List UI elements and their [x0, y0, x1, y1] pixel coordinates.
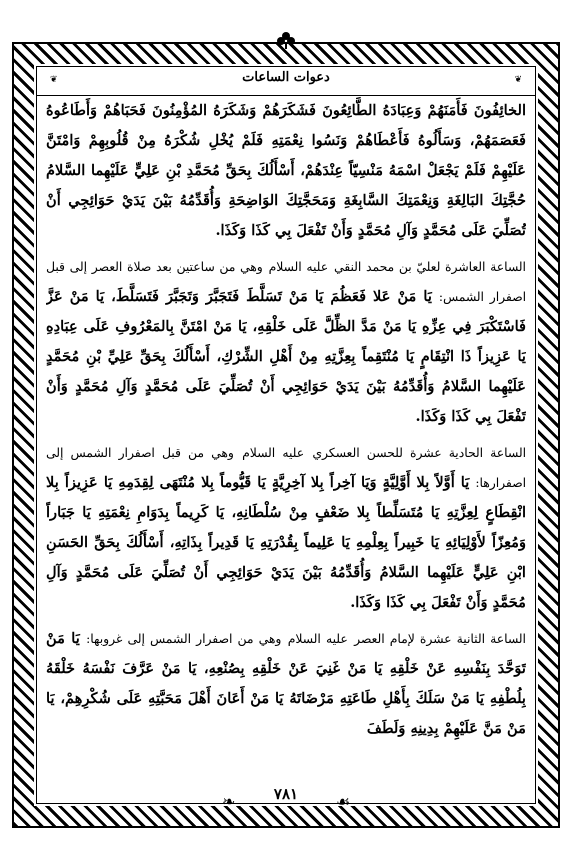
section-intro: وهي من ساعتين بعد صلاة العصر إلى قبل اصفرار الشمس:: [46, 260, 526, 304]
section-heading: الساعة الثانية عشرة لإمام العصر: [354, 632, 526, 646]
section-intro: وهي من قبل اصفرار الشمس إلى اصفرارها:: [46, 446, 526, 490]
paragraph: [46, 252, 526, 432]
honorific: عليه السلام: [242, 446, 305, 460]
header-ornament-icon: ❦: [50, 75, 58, 85]
prayer-text: يَا أَوَّلاً بِلا أَوَّلِيَّةٍ وَيَا آخِراً بِلا آخِرِيَّةٍ يَا قَيُّوماً بِلا مُنْتَهَى لِقِدَمِهِ يَا عَزِيزاً بِلا انْقِطَاعٍ لِعِزَّتِهِ يَا مُتَسَلِّطاً بِلا ضَعْفٍ مِنْ سُلْطَانِهِ، يَا كَرِيماً بِدَوَامِ نِعْمَتِهِ يَا جَبَاراً وَمُعِزّاً لأَوْلِيَائِهِ يَا خَبِيراً بِعِلْمِهِ يَا عَلِيماً بِقُدْرَتِهِ يَا قَدِيراً بِذَاتِهِ، أَسْأَلُكَ بِحَقِّ الحَسَنِ ابْنِ عَلِيٍّ عَلَيْهِما السَّلامُ وَأُقَدِّمُهُ بَيْنَ يَدَيْ حَوَائِجِي أَنْ تُصَلِّيَ عَلَى مُحَمَّدٍ وَآلِ مُحَمَّدٍ وَأَنْ تَفْعَلَ بِي كَذَا وَكَذَا.: [46, 474, 526, 611]
footer-ornament-icon: ❧: [222, 792, 236, 811]
honorific: عليه السلام: [287, 632, 348, 646]
paragraph: [46, 438, 526, 618]
prayer-text: الخائِفُونَ فَأَمَنَهُمْ وَعِبَادَهُ الطَّائِعُونَ فَشَكَرَهُمْ وَشَكَرَهُ المُؤْمِنُونَ فَحَبَاهُمْ وَأَطَاعُوهُ فَعَصَمَهُمْ، وَسَأَلُوهُ فَأَعْطَاهُمْ وَنَسُوا نِعْمَتِهِ فَلَمْ يُخْلِ شُكْرَهُ مِنْ قُلُوبِهِمْ وَامْتَنَّ عَلَيْهِمْ فَلَمْ يَجْعَلْ اسْمَهُ مَنْسِيّاً عِنْدَهُمْ، أَسْأَلُكَ بِحَقِّ مُحَمَّدِ بْنِ عَلِيٍّ عَلَيْهِما السَّلامُ حُجَّتِكَ البَالِغَةِ وَنِعْمَتِكَ السَّابِغَةِ وَمَحَجَّتِكَ الوَاضِحَةِ وَأُقَدِّمُهُ بَيْنَ يَدَيْ حَوَائِجِي أَنْ تُصَلِّيَ عَلَى مُحَمَّدٍ وَآلِ مُحَمَّدٍ وَأَنْ تَفْعَلَ بِي كَذَا وَكَذَا.: [46, 102, 526, 239]
section-heading: الساعة الحادية عشرة للحسن العسكري: [312, 446, 526, 460]
page-body: [46, 96, 526, 786]
paragraph: [46, 96, 526, 246]
top-ornament-icon: [276, 30, 296, 50]
footer-ornament-icon: ☙: [336, 792, 351, 811]
section-heading: الساعة العاشرة لعليّ بن محمد النقي: [333, 260, 526, 274]
page-number: ٧٨١: [273, 785, 299, 803]
section-intro: وهي من اصفرار الشمس إلى غروبها:: [86, 632, 282, 646]
prayer-text: يَا مَنْ عَلا فَعَظُمَ يَا مَنْ تَسَلَّطَ فَتَجَبَّرَ وَتَجَبَّرَ فَتَسَلَّطَ، يَا مَنْ عَزَّ فَاسْتَكْبَرَ فِي عِزِّهِ يَا مَنْ مَدَّ الظِّلَّ عَلَى خَلْقِهِ، يَا مَنْ امْتَنَّ بِالمَعْرُوفِ عَلَى عِبَادِهِ يَا عَزِيزاً ذَا انْتِقَامٍ يَا مُنْتَقِماً بِعِزَّتِهِ مِنْ أَهْلِ الشِّرْكِ، أَسْأَلُكَ بِحَقِّ عَلِيِّ بْنِ مُحَمَّدٍ عَلَيْهِما السَّلامُ وَأُقَدِّمُهُ بَيْنَ يَدَيْ حَوَائِجِي أَنْ تُصَلِّيَ عَلَى مُحَمَّدٍ وَآلِ مُحَمَّدٍ وَأَنْ تَفْعَلَ بِي كَذَا وَكَذَا.: [46, 288, 526, 425]
paragraph: [46, 624, 526, 744]
honorific: عليه السلام: [268, 260, 329, 274]
running-header: [36, 66, 536, 96]
header-ornament-icon: ❦: [514, 75, 522, 85]
prayer-text: يَا مَنْ تَوَحَّدَ بِنَفْسِهِ عَنْ خَلْقِهِ يَا مَنْ غَنِيَ عَنْ خَلْقِهِ بِصُنْعِهِ، يَا مَنْ عَرَّفَ نَفْسَهُ خَلْقَهُ بِلُطْفِهِ يَا مَنْ سَلَكَ بِأَهْلِ طَاعَتِهِ مَرْضَاتَهُ يَا مَنْ أَعَانَ أَهْلَ مَحَبَّتِهِ عَلَى شُكْرِهِمْ، يَا مَنْ مَنَّ عَلَيْهِمْ بِدِينِهِ وَلَطَفَ: [46, 630, 526, 737]
header-title: دعوات الساعات: [242, 70, 330, 85]
